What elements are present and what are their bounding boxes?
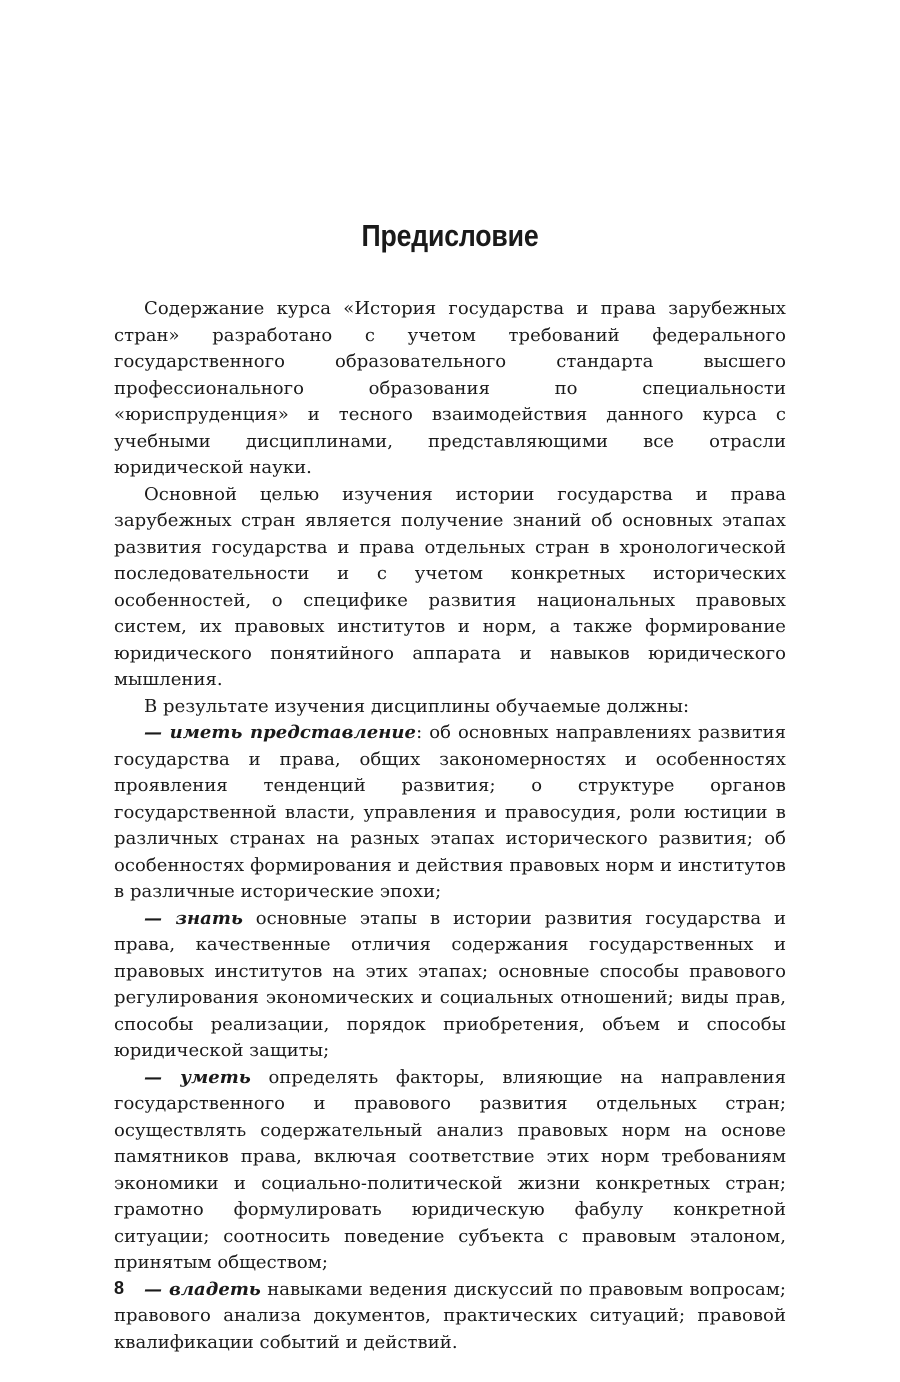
requirement-know	[114, 906, 786, 1065]
requirement-text: навыками ведения дискуссий по правовым вопросам; правового анализа документов, практических ситуаций; правовой квалификации событий и действий.	[114, 1278, 786, 1353]
requirement-text: определять факторы, влияющие на направления государственного и правового развития отдельных стран; осуществлять содержательный анализ правовых норм на основе памятников права, включая соответствие этих норм требованиям экономики и социально-политической жизни конкретных стран; грамотно формулировать юридическую фабулу конкретной ситуации; соотносить поведение субъекта с правовым эталоном, принятым обществом;	[114, 1066, 786, 1273]
requirement-be-able	[114, 1065, 786, 1277]
paragraph-course-content: Содержание курса «История государства и права зарубежных стран» разработано с учетом требований федерального государственного образовательного стандарта высшего профессионального образования по специальности «юриспруденция» и тесного взаимодействия данного курса с учебными дисциплинами, представляющими все отрасли юридической науки.	[114, 298, 786, 478]
paragraph-learning-outcomes: В результате изучения дисциплины обучаемые должны:	[144, 695, 690, 717]
body-text	[114, 296, 786, 1356]
requirement-term: — уметь	[144, 1066, 251, 1088]
requirement-text: основные этапы в истории развития государства и права, качественные отличия содержания государственных и правовых институтов на этих этапах; основные способы правового регулирования экономических и социальных отношений; виды прав, способы реализации, порядок приобретения, объем и способы юридической защиты;	[114, 907, 786, 1061]
requirement-have-idea	[114, 720, 786, 906]
page-title: Предисловие	[361, 218, 539, 253]
page-number: 8	[114, 1278, 125, 1298]
requirement-master	[114, 1277, 786, 1357]
requirement-term: — знать	[144, 907, 243, 929]
requirement-term: — владеть	[144, 1278, 261, 1300]
requirement-term: — иметь представление	[144, 722, 417, 743]
paragraph-course-goal: Основной целью изучения истории государства и права зарубежных стран является получение знаний об основных этапах развития государства и права отдельных стран в хронологической последовательности и с учетом конкретных исторических особенностей, о специфике развития национальных правовых систем, их правовых институтов и норм, а также формирование юридического понятийного аппарата и навыков юридического мышления.	[114, 483, 786, 690]
requirement-text: : об основных направлениях развития государства и права, общих закономерностях и особенностях проявления тенденций развития; о структуре органов государственной власти, управления и правосудия, роли юстиции в различных странах на разных этапах исторического развития; об особенностях формирования и действия правовых норм и институтов в различные исторические эпохи;	[114, 722, 786, 902]
